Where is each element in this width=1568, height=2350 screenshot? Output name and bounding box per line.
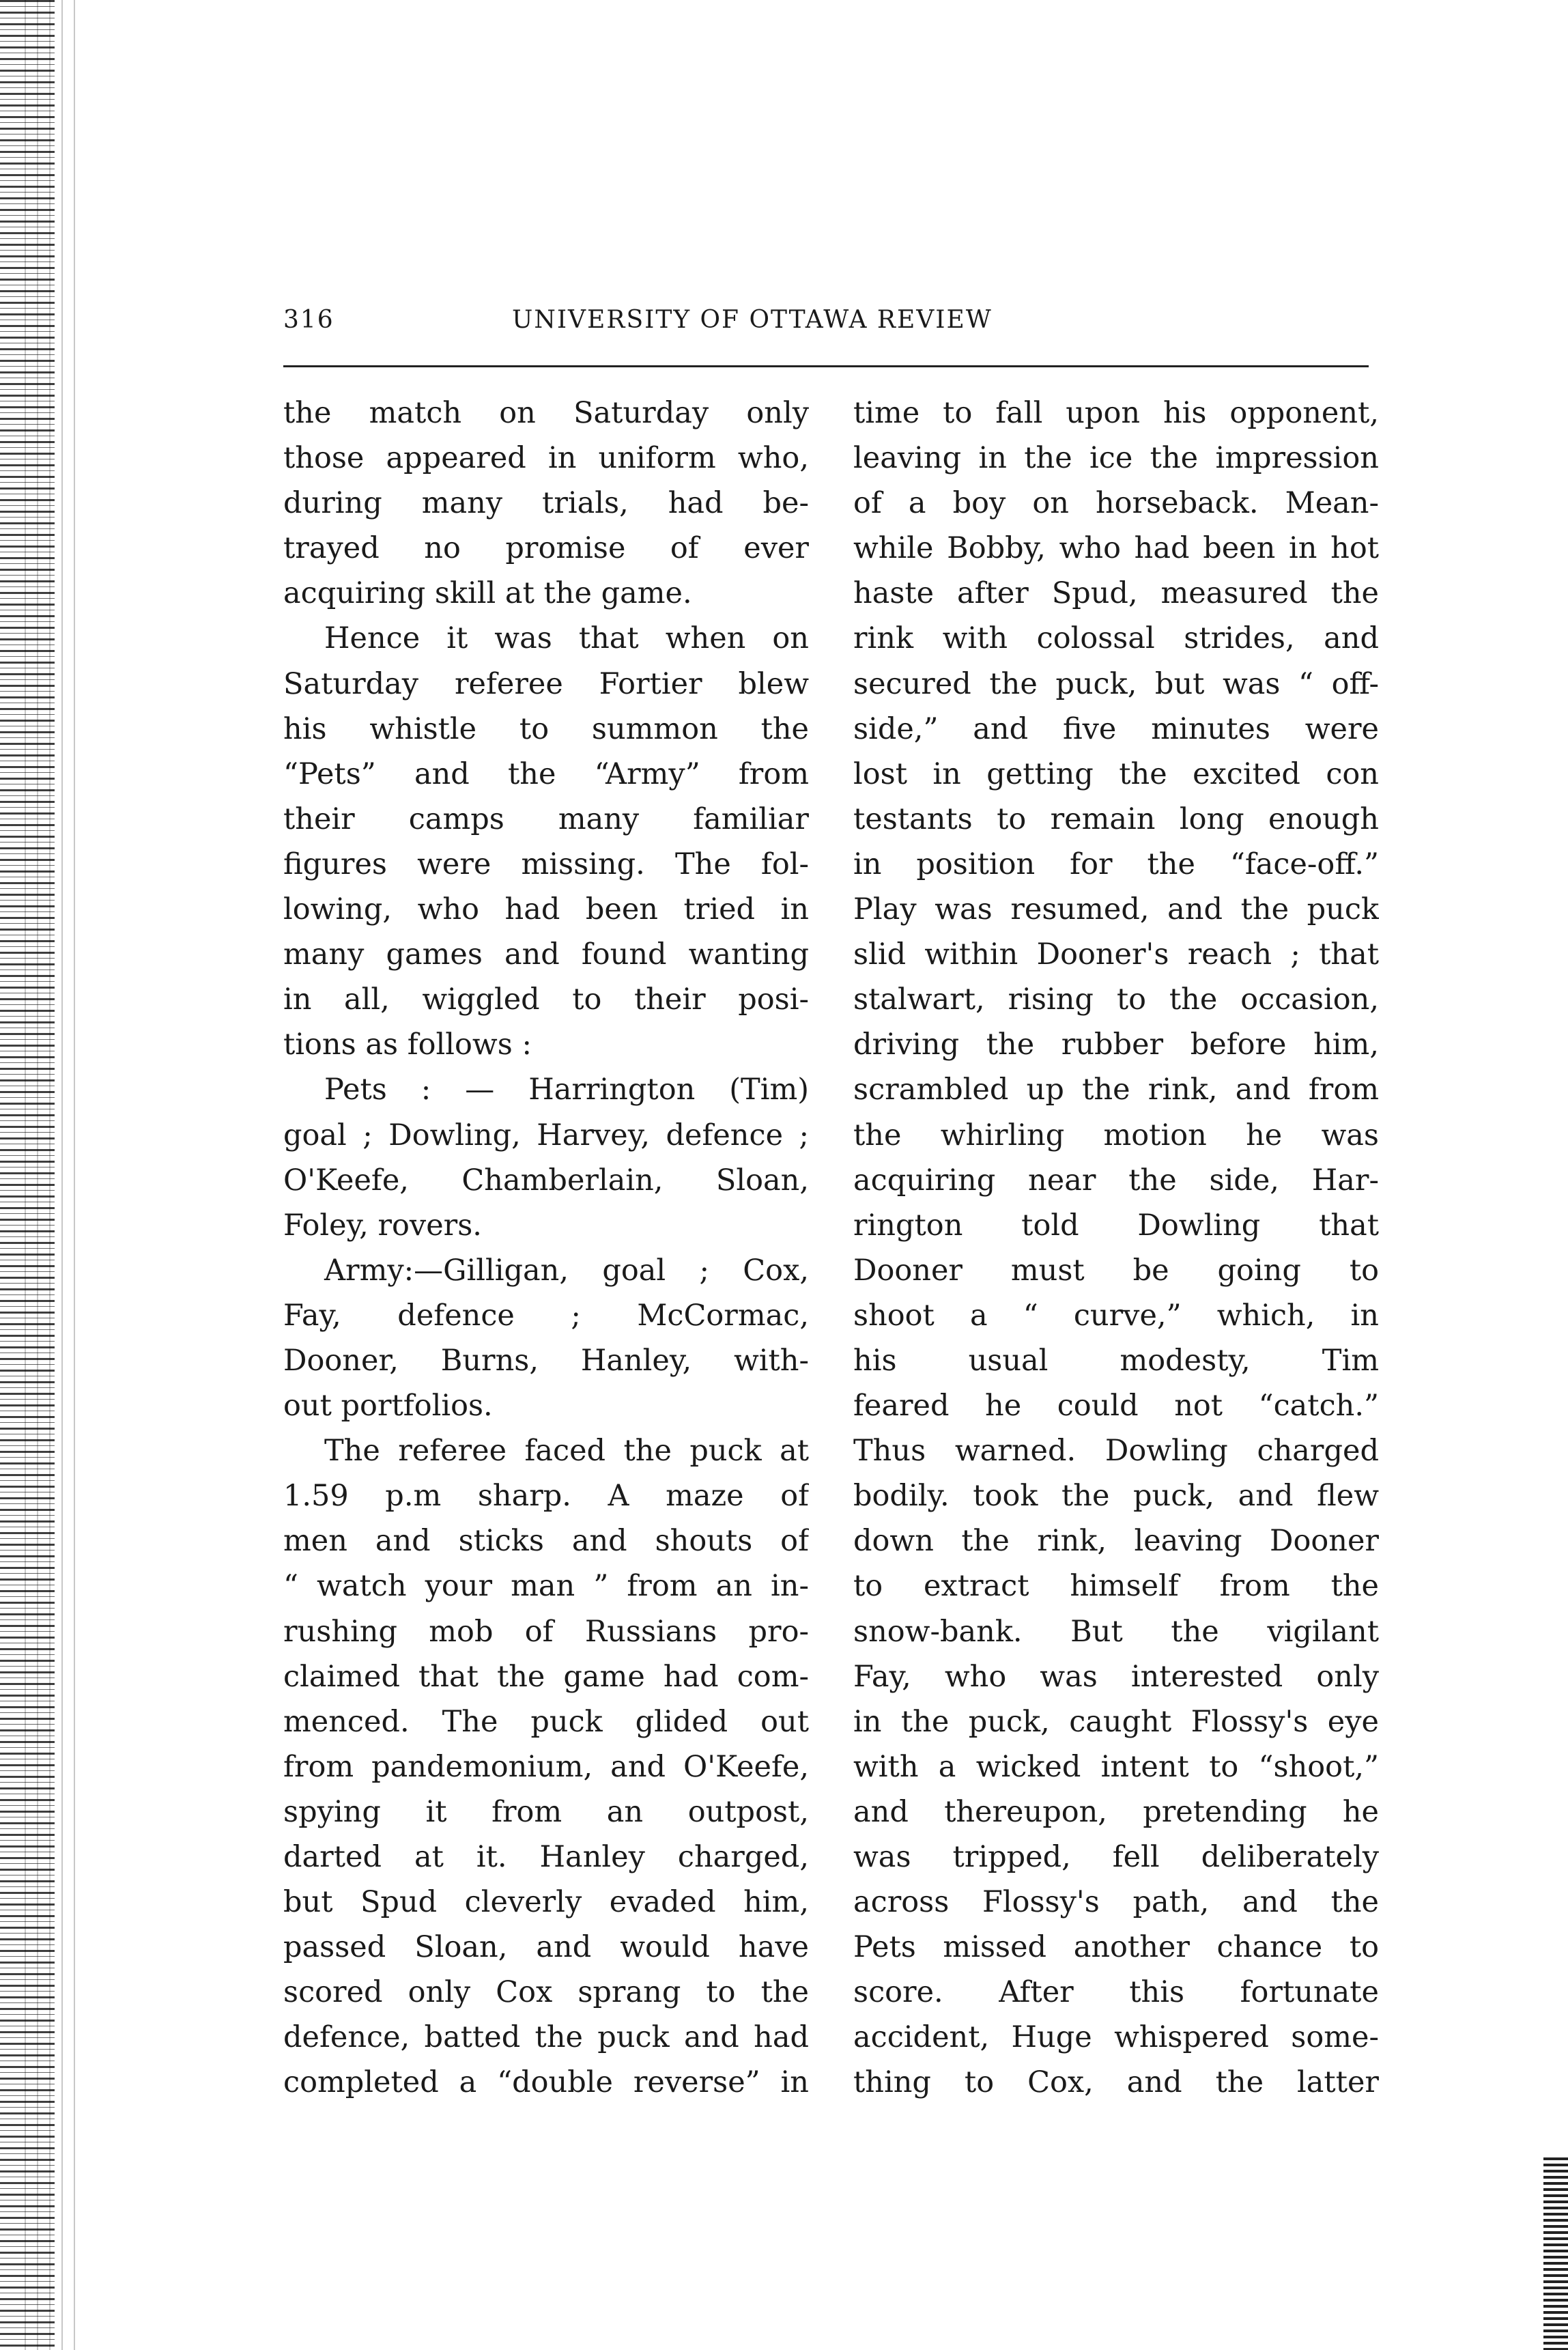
text-line: thing to Cox, and the latter [853,2065,1379,2100]
text-line: rink with colossal strides, and [853,621,1379,656]
text-line: while Bobby, who had been in hot [853,531,1379,566]
text-line: tions as follows : [283,1028,532,1062]
text-line: those appeared in uniform who, [283,441,809,476]
text-line: in all, wiggled to their posi- [283,982,809,1017]
header-rule [283,365,1369,367]
text-line: rushing mob of Russians pro- [283,1614,809,1649]
gutter-texture [20,0,82,2350]
text-line: stalwart, rising to the occasion, [853,982,1379,1017]
running-title: UNIVERSITY OF OTTAWA REVIEW [512,306,993,334]
text-line: passed Sloan, and would have [283,1930,809,1965]
text-line: 1.59 p.m sharp. A maze of [283,1479,809,1514]
text-line: to extract himself from the [853,1569,1379,1604]
text-line: trayed no promise of ever [283,531,809,566]
text-line: and thereupon, pretending he [853,1794,1379,1829]
text-line: Play was resumed, and the puck [853,892,1379,927]
text-line: out portfolios. [283,1389,493,1424]
text-line: testants to remain long enough [853,802,1379,836]
text-line: lost in getting the excited con [853,756,1379,791]
text-line: his usual modesty, Tim [853,1343,1379,1378]
text-line: Foley, rovers. [283,1208,482,1243]
text-line: Dooner must be going to [853,1253,1379,1288]
text-line: slid within Dooner's reach ; that [853,937,1379,972]
text-line: men and sticks and shouts of [283,1524,809,1559]
text-line: their camps many familiar [283,802,809,836]
text-line: Pets : — Harrington (Tim) [324,1073,809,1107]
text-line: acquiring near the side, Har- [853,1163,1379,1198]
text-line: Dooner, Burns, Hanley, with- [283,1343,809,1378]
text-line: score. After this fortunate [853,1975,1379,2010]
text-line: many games and found wanting [283,937,809,972]
text-line: during many trials, had be- [283,486,809,521]
text-line: spying it from an outpost, [283,1794,809,1829]
page-edge-shadow [1543,2157,1568,2350]
page-header [283,306,1369,347]
text-line: claimed that the game had com- [283,1659,809,1694]
text-line: with a wicked intent to “shoot,” [853,1749,1379,1784]
text-line: in position for the “face-off.” [853,847,1379,881]
text-line: driving the rubber before him, [853,1028,1379,1062]
text-line: feared he could not “catch.” [853,1389,1379,1424]
text-line: from pandemonium, and O'Keefe, [283,1749,809,1784]
page-number: 316 [283,306,334,334]
text-line: “ watch your man ” from an in- [283,1569,809,1604]
text-line: bodily. took the puck, and flew [853,1479,1379,1514]
text-line: defence, batted the puck and had [283,2020,809,2055]
text-line: of a boy on horseback. Mean- [853,486,1379,521]
text-line: across Flossy's path, and the [853,1885,1379,1920]
text-line: Saturday referee Fortier blew [283,666,809,701]
text-line: secured the puck, but was “ off- [853,666,1379,701]
text-line: goal ; Dowling, Harvey, defence ; [283,1118,809,1152]
text-line: the match on Saturday only [283,396,809,430]
text-line: rington told Dowling that [853,1208,1379,1243]
text-line: menced. The puck glided out [283,1704,809,1739]
text-line: Fay, defence ; McCormac, [283,1298,809,1333]
text-line: Hence it was that when on [324,621,809,656]
text-line: Thus warned. Dowling charged [853,1434,1379,1469]
text-line: accident, Huge whispered some- [853,2020,1379,2055]
text-line: lowing, who had been tried in [283,892,809,927]
text-line: Army:—Gilligan, goal ; Cox, [324,1253,809,1288]
text-line: scored only Cox sprang to the [283,1975,809,2010]
text-line: in the puck, caught Flossy's eye [853,1704,1379,1739]
text-line: Pets missed another chance to [853,1930,1379,1965]
text-line: The referee faced the puck at [324,1434,809,1469]
text-line: shoot a “ curve,” which, in [853,1298,1379,1333]
text-line: Fay, who was interested only [853,1659,1379,1694]
text-line: his whistle to summon the [283,711,809,746]
text-line: but Spud cleverly evaded him, [283,1885,809,1920]
text-line: scrambled up the rink, and from [853,1073,1379,1107]
text-line: darted at it. Hanley charged, [283,1840,809,1874]
text-line: side,” and five minutes were [853,711,1379,746]
text-line: leaving in the ice the impression [853,441,1379,476]
right-column [853,391,1379,2106]
text-line: acquiring skill at the game. [283,576,692,611]
text-line: “Pets” and the “Army” from [283,756,809,791]
left-column [283,391,809,2106]
text-line: snow-bank. But the vigilant [853,1614,1379,1649]
text-line: time to fall upon his opponent, [853,396,1379,430]
text-line: completed a “double reverse” in [283,2065,809,2100]
text-line: figures were missing. The fol- [283,847,809,881]
text-line: O'Keefe, Chamberlain, Sloan, [283,1163,809,1198]
text-line: the whirling motion he was [853,1118,1379,1152]
text-line: down the rink, leaving Dooner [853,1524,1379,1559]
text-line: haste after Spud, measured the [853,576,1379,611]
text-line: was tripped, fell deliberately [853,1840,1379,1874]
